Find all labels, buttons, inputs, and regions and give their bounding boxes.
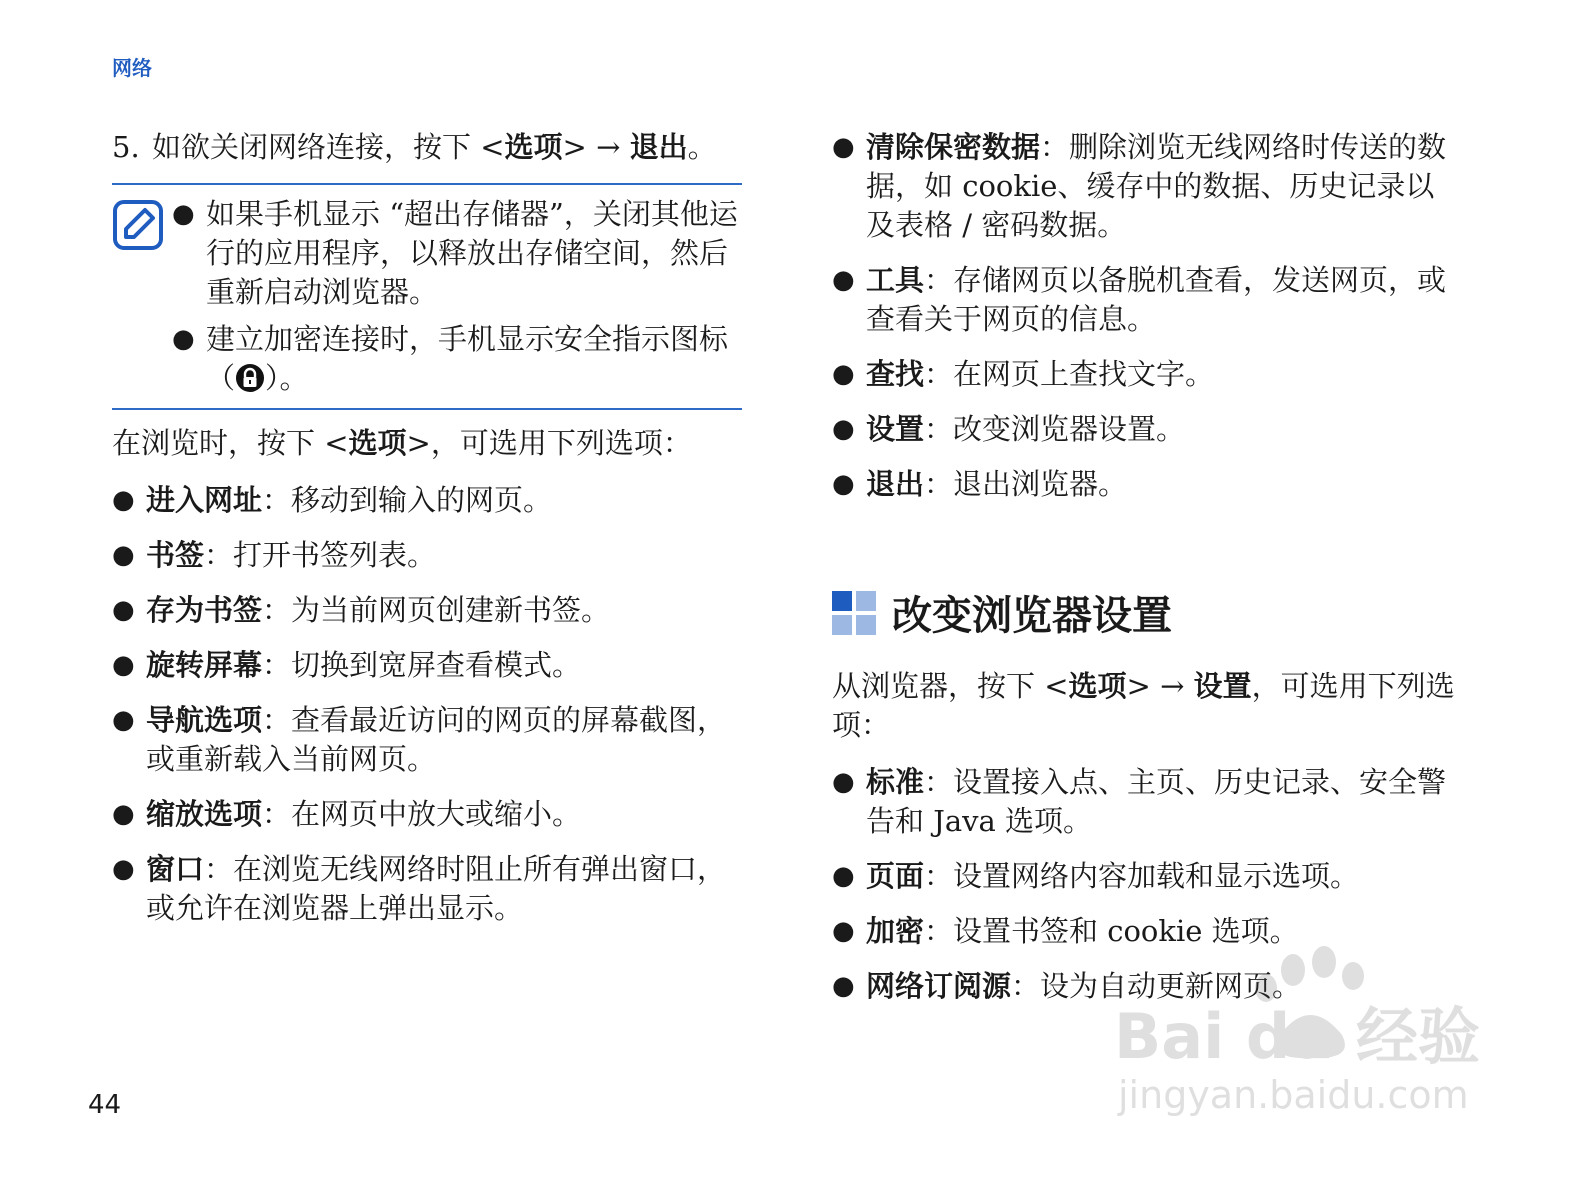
note-text: 如果手机显示 “超出存储器”，关闭其他运行的应用程序，以释放出存储空间，然后重新启动浏览器。 [206, 197, 738, 309]
intro-mid: > → [1126, 669, 1194, 703]
bullet: ● [112, 540, 135, 570]
item-text [866, 410, 1462, 449]
item-desc: ：在网页中放大或缩小。 [262, 797, 582, 831]
list-item [112, 850, 742, 928]
list-item [112, 481, 742, 520]
item-label: 窗口 [146, 852, 205, 886]
item-desc: ：移动到输入的网页。 [262, 483, 553, 517]
item-desc: ：查看最近访问的网页的屏幕截图，或重新载入当前网页。 [146, 703, 727, 776]
step-mid: > → [562, 130, 630, 164]
watermark-url: jingyan.baidu.com [1118, 1073, 1469, 1117]
item-label: 工具 [866, 263, 925, 297]
item-text [146, 481, 742, 520]
list-item [832, 465, 1462, 504]
settings-intro [832, 667, 1462, 745]
intro-pre: 在浏览时，按下 < [112, 426, 349, 460]
note-text [206, 320, 742, 398]
item-desc: ：设置接入点、主页、历史记录、安全警告和 Java 选项。 [866, 765, 1447, 838]
intro-post: ，可选用下列选项： [832, 669, 1455, 742]
note-list [172, 195, 742, 398]
intro-post: >，可选用下列选项： [406, 426, 692, 460]
item-desc: ：设为自动更新网页。 [1011, 969, 1302, 1003]
baidu-watermark [1110, 940, 1480, 1120]
item-desc: ：打开书签列表。 [204, 538, 437, 572]
item-text [866, 465, 1462, 504]
note-icon-wrap [112, 195, 172, 398]
step-text [152, 128, 742, 167]
step-5 [112, 128, 742, 167]
item-label: 查找 [866, 357, 925, 391]
item-desc: ：改变浏览器设置。 [924, 412, 1186, 446]
bullet: ● [112, 705, 135, 735]
browse-options-list-continued [832, 128, 1462, 504]
intro-key-settings: 设置 [1193, 669, 1252, 703]
item-label: 标准 [866, 765, 925, 799]
item-text [146, 701, 742, 779]
bullet: ● [832, 359, 855, 389]
item-desc: ：删除浏览无线网络时传送的数据，如 cookie、缓存中的数据、历史记录以及表格 / 密码数据。 [866, 130, 1447, 242]
item-text [866, 763, 1462, 841]
list-item [832, 857, 1462, 896]
list-item [112, 591, 742, 630]
intro-key-options: 选项 [1068, 669, 1127, 703]
item-label: 加密 [866, 914, 925, 948]
item-text [146, 646, 742, 685]
step-post: 。 [687, 130, 717, 164]
bullet: ● [112, 485, 135, 515]
note-text-post: ）。 [265, 361, 309, 395]
item-label: 旋转屏幕 [146, 648, 263, 682]
note-box [112, 183, 742, 410]
item-desc: ：设置书签和 cookie 选项。 [924, 914, 1299, 948]
browse-intro [112, 424, 742, 463]
bullet: ● [832, 414, 855, 444]
list-item [112, 795, 742, 834]
note-item [172, 195, 742, 312]
list-item [832, 355, 1462, 394]
bullet: ● [832, 265, 855, 295]
step-key-options: 选项 [504, 130, 563, 164]
item-label: 页面 [866, 859, 925, 893]
item-label: 书签 [146, 538, 205, 572]
bullet: ● [832, 971, 855, 1001]
item-desc: ：设置网络内容加载和显示选项。 [924, 859, 1360, 893]
list-item [832, 763, 1462, 841]
step-key-exit: 退出 [629, 130, 688, 164]
left-column [112, 128, 742, 944]
item-text [146, 850, 742, 928]
item-text [146, 591, 742, 630]
note-text-pre: 建立加密连接时，手机显示安全指示图标 （ [206, 322, 729, 395]
note-pencil-icon [112, 199, 164, 251]
section-heading [832, 584, 1462, 641]
item-desc: ：存储网页以备脱机查看，发送网页，或查看关于网页的信息。 [866, 263, 1447, 336]
step-pre: 如欲关闭网络连接，按下 < [152, 130, 505, 164]
item-text [146, 795, 742, 834]
bullet: ● [172, 199, 195, 229]
bullet: ● [112, 595, 135, 625]
item-label: 清除保密数据 [866, 130, 1041, 164]
item-label: 存为书签 [146, 593, 263, 627]
bullet: ● [832, 469, 855, 499]
item-text [866, 261, 1462, 339]
bullet: ● [112, 650, 135, 680]
section-label: 网络 [112, 56, 152, 80]
item-desc: ：在浏览无线网络时阻止所有弹出窗口，或允许在浏览器上弹出显示。 [146, 852, 727, 925]
list-item [112, 646, 742, 685]
section-title: 改变浏览器设置 [892, 593, 1172, 639]
item-text [866, 857, 1462, 896]
list-item [832, 410, 1462, 449]
item-label: 导航选项 [146, 703, 263, 737]
item-label: 退出 [866, 467, 925, 501]
item-desc: ：在网页上查找文字。 [924, 357, 1215, 391]
bullet: ● [172, 324, 195, 354]
note-item [172, 320, 742, 398]
item-label: 网络订阅源 [866, 969, 1012, 1003]
item-label: 设置 [866, 412, 925, 446]
bullet: ● [832, 767, 855, 797]
bullet: ● [112, 854, 135, 884]
item-desc: ：为当前网页创建新书签。 [262, 593, 611, 627]
browse-options-list [112, 481, 742, 928]
list-item [112, 701, 742, 779]
watermark-brand: Bai du 经验 [1114, 1000, 1480, 1073]
item-text [146, 536, 742, 575]
page-number: 44 [88, 1090, 122, 1120]
section-squares-icon [832, 591, 876, 635]
bullet: ● [112, 799, 135, 829]
bullet: ● [832, 916, 855, 946]
item-desc: ：切换到宽屏查看模式。 [262, 648, 582, 682]
item-text [866, 128, 1462, 245]
lock-icon [235, 363, 265, 393]
step-number: 5. [112, 130, 140, 164]
item-label: 缩放选项 [146, 797, 263, 831]
list-item [832, 261, 1462, 339]
bullet: ● [832, 861, 855, 891]
bullet: ● [832, 132, 855, 162]
item-label: 进入网址 [146, 483, 263, 517]
right-column [832, 128, 1462, 1022]
intro-key: 选项 [348, 426, 407, 460]
item-text [866, 355, 1462, 394]
list-item [112, 536, 742, 575]
item-desc: ：退出浏览器。 [924, 467, 1128, 501]
intro-pre: 从浏览器，按下 < [832, 669, 1069, 703]
list-item [832, 128, 1462, 245]
